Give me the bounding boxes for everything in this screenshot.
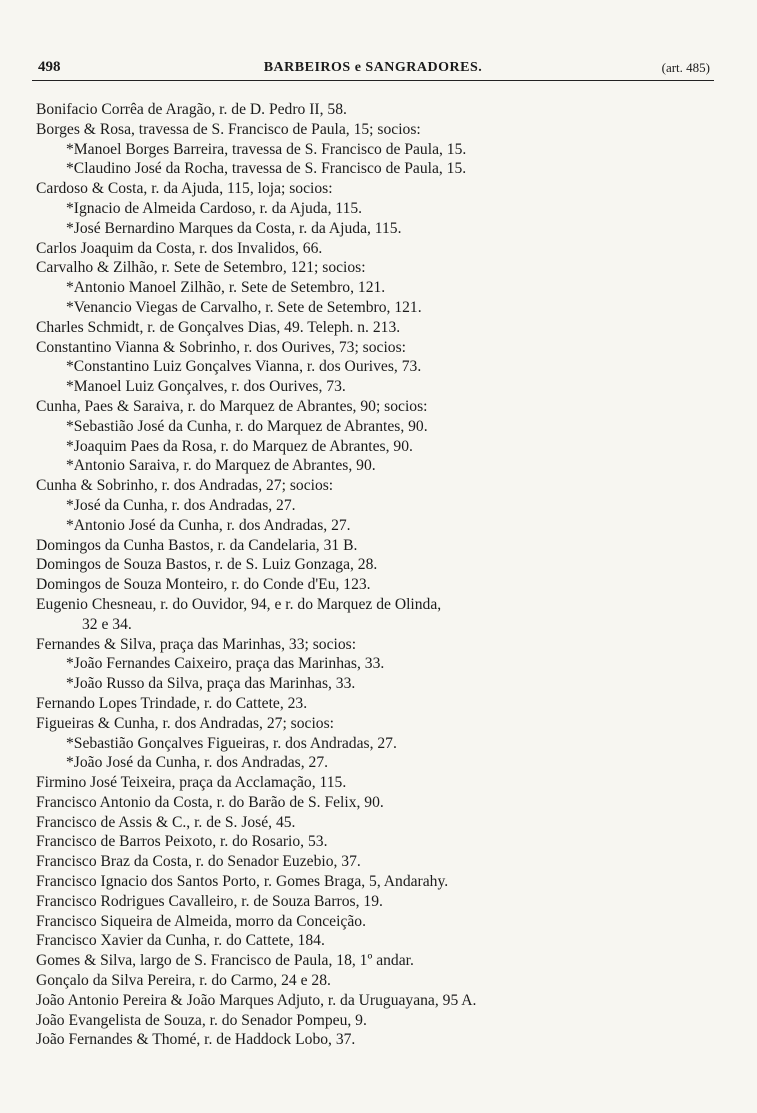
entry-text: Francisco de Assis & C., r. de S. José, 45. — [36, 813, 296, 831]
entry-text: Charles Schmidt, r. de Gonçalves Dias, 49. Teleph. n. 213. — [36, 318, 401, 336]
entry-text: Francisco de Barros Peixoto, r. do Rosario, 53. — [36, 833, 328, 851]
partner-entry — [32, 140, 722, 160]
entry-text: *José da Cunha, r. dos Andradas, 27. — [66, 496, 296, 514]
article-reference: (art. 485) — [661, 60, 710, 75]
entry-text: Fernando Lopes Trindade, r. do Cattete, 23. — [36, 694, 308, 712]
entry-text: *Ignacio de Almeida Cardoso, r. da Ajuda, 115. — [66, 199, 363, 217]
directory-entry — [32, 397, 722, 417]
entry-text: *Sebastião José da Cunha, r. do Marquez de Abrantes, 90. — [66, 417, 428, 435]
entry-text: Francisco Antonio da Costa, r. do Barão de S. Felix, 90. — [36, 793, 384, 811]
directory-entry — [32, 1011, 722, 1031]
entry-text: João Evangelista de Souza, r. do Senador Pompeu, 9. — [36, 1011, 367, 1029]
directory-entry — [32, 555, 722, 575]
partner-entry — [32, 417, 722, 437]
entry-text: *João José da Cunha, r. dos Andradas, 27. — [66, 754, 329, 772]
entry-text: Carlos Joaquim da Costa, r. dos Invalidos, 66. — [36, 239, 323, 257]
entry-text: Domingos de Souza Monteiro, r. do Conde d'Eu, 123. — [36, 576, 371, 594]
entry-text: Gonçalo da Silva Pereira, r. do Carmo, 24 e 28. — [36, 972, 331, 990]
entry-text: Francisco Rodrigues Cavalleiro, r. de Souza Barros, 19. — [36, 892, 383, 910]
directory-entry — [32, 852, 722, 872]
directory-entry — [32, 258, 722, 278]
partner-entry — [32, 159, 722, 179]
directory-entry — [32, 595, 722, 635]
entry-text: Domingos de Souza Bastos, r. de S. Luiz Gonzaga, 28. — [36, 556, 378, 574]
directory-entry — [32, 239, 722, 259]
entry-text: Gomes & Silva, largo de S. Francisco de Paula, 18, 1º andar. — [36, 952, 414, 970]
entry-text: Carvalho & Zilhão, r. Sete de Setembro, 121; socios: — [36, 259, 366, 277]
entry-text: Firmino José Teixeira, praça da Acclamação, 115. — [36, 774, 347, 792]
directory-entry — [32, 813, 722, 833]
entry-text: Francisco Braz da Costa, r. do Senador Euzebio, 37. — [36, 853, 361, 871]
directory-entry — [32, 832, 722, 852]
directory-entry — [32, 476, 722, 496]
directory-entry — [32, 892, 722, 912]
directory-entry — [32, 991, 722, 1011]
directory-entry — [32, 120, 722, 140]
entry-text: João Antonio Pereira & João Marques Adjuto, r. da Uruguayana, 95 A. — [36, 991, 477, 1009]
entry-text: Eugenio Chesneau, r. do Ouvidor, 94, e r. do Marquez de Olinda, — [36, 595, 442, 613]
directory-entry — [32, 100, 722, 120]
directory-entry — [32, 931, 722, 951]
directory-entry — [32, 971, 722, 991]
directory-entry — [32, 1030, 722, 1050]
directory-entry — [32, 635, 722, 655]
directory-entry — [32, 912, 722, 932]
partner-entry — [32, 516, 722, 536]
partner-entry — [32, 654, 722, 674]
partner-entry — [32, 496, 722, 516]
directory-entry — [32, 575, 722, 595]
entry-text: Constantino Vianna & Sobrinho, r. dos Ourives, 73; socios: — [36, 338, 406, 356]
directory-entry — [32, 951, 722, 971]
entry-text: *Antonio Saraiva, r. do Marquez de Abrantes, 90. — [66, 457, 376, 475]
entry-continuation: 32 e 34. — [82, 615, 132, 633]
directory-entry — [32, 694, 722, 714]
partner-entry — [32, 753, 722, 773]
partner-entry — [32, 674, 722, 694]
entry-text: Francisco Ignacio dos Santos Porto, r. Gomes Braga, 5, Andarahy. — [36, 873, 449, 891]
entry-text: *João Russo da Silva, praça das Marinhas, 33. — [66, 675, 356, 693]
partner-entry — [32, 734, 722, 754]
partner-entry — [32, 357, 722, 377]
entry-text: Francisco Xavier da Cunha, r. do Cattete, 184. — [36, 932, 325, 950]
directory-entry — [32, 536, 722, 556]
entry-text: Figueiras & Cunha, r. dos Andradas, 27; socios: — [36, 714, 334, 732]
entry-text: Cunha, Paes & Saraiva, r. do Marquez de Abrantes, 90; socios: — [36, 397, 428, 415]
partner-entry — [32, 278, 722, 298]
entry-text: *Manoel Luiz Gonçalves, r. dos Ourives, 73. — [66, 378, 346, 396]
entry-text: Borges & Rosa, travessa de S. Francisco de Paula, 15; socios: — [36, 120, 421, 138]
directory-entry — [32, 793, 722, 813]
entry-text: *Constantino Luiz Gonçalves Vianna, r. dos Ourives, 73. — [66, 358, 422, 376]
entry-text: *Venancio Viegas de Carvalho, r. Sete de Setembro, 121. — [66, 298, 422, 316]
partner-entry — [32, 199, 722, 219]
running-header — [32, 58, 714, 81]
entry-text: *Sebastião Gonçalves Figueiras, r. dos Andradas, 27. — [66, 734, 397, 752]
directory-entry — [32, 318, 722, 338]
directory-entry — [32, 338, 722, 358]
page-title: BARBEIROS e SANGRADORES. — [263, 60, 483, 75]
partner-entry — [32, 456, 722, 476]
partner-entry — [32, 219, 722, 239]
partner-entry — [32, 377, 722, 397]
entry-text: *Joaquim Paes da Rosa, r. do Marquez de Abrantes, 90. — [66, 437, 413, 455]
entry-text: *José Bernardino Marques da Costa, r. da Ajuda, 115. — [66, 219, 402, 237]
entry-text: *Claudino José da Rocha, travessa de S. Francisco de Paula, 15. — [66, 160, 467, 178]
entry-text: *João Fernandes Caixeiro, praça das Marinhas, 33. — [66, 655, 385, 673]
entry-text: Cunha & Sobrinho, r. dos Andradas, 27; socios: — [36, 477, 334, 495]
page-number: 498 — [38, 59, 61, 75]
partner-entry — [32, 298, 722, 318]
entry-text: Fernandes & Silva, praça das Marinhas, 33; socios: — [36, 635, 357, 653]
entry-text: Cardoso & Costa, r. da Ajuda, 115, loja; socios: — [36, 180, 333, 198]
partner-entry — [32, 437, 722, 457]
entry-text: Francisco Siqueira de Almeida, morro da Conceição. — [36, 912, 366, 930]
directory-entry — [32, 714, 722, 734]
entry-text: *Antonio José da Cunha, r. dos Andradas, 27. — [66, 516, 351, 534]
entry-text: Bonifacio Corrêa de Aragão, r. de D. Pedro II, 58. — [36, 101, 347, 118]
entry-text: *Manoel Borges Barreira, travessa de S. Francisco de Paula, 15. — [66, 140, 467, 158]
directory-list — [32, 100, 722, 1050]
entry-text: João Fernandes & Thomé, r. de Haddock Lobo, 37. — [36, 1031, 356, 1049]
entry-text: *Antonio Manoel Zilhão, r. Sete de Setembro, 121. — [66, 279, 386, 297]
directory-entry — [32, 872, 722, 892]
directory-entry — [32, 179, 722, 199]
directory-entry — [32, 773, 722, 793]
entry-text: Domingos da Cunha Bastos, r. da Candelaria, 31 B. — [36, 536, 358, 554]
